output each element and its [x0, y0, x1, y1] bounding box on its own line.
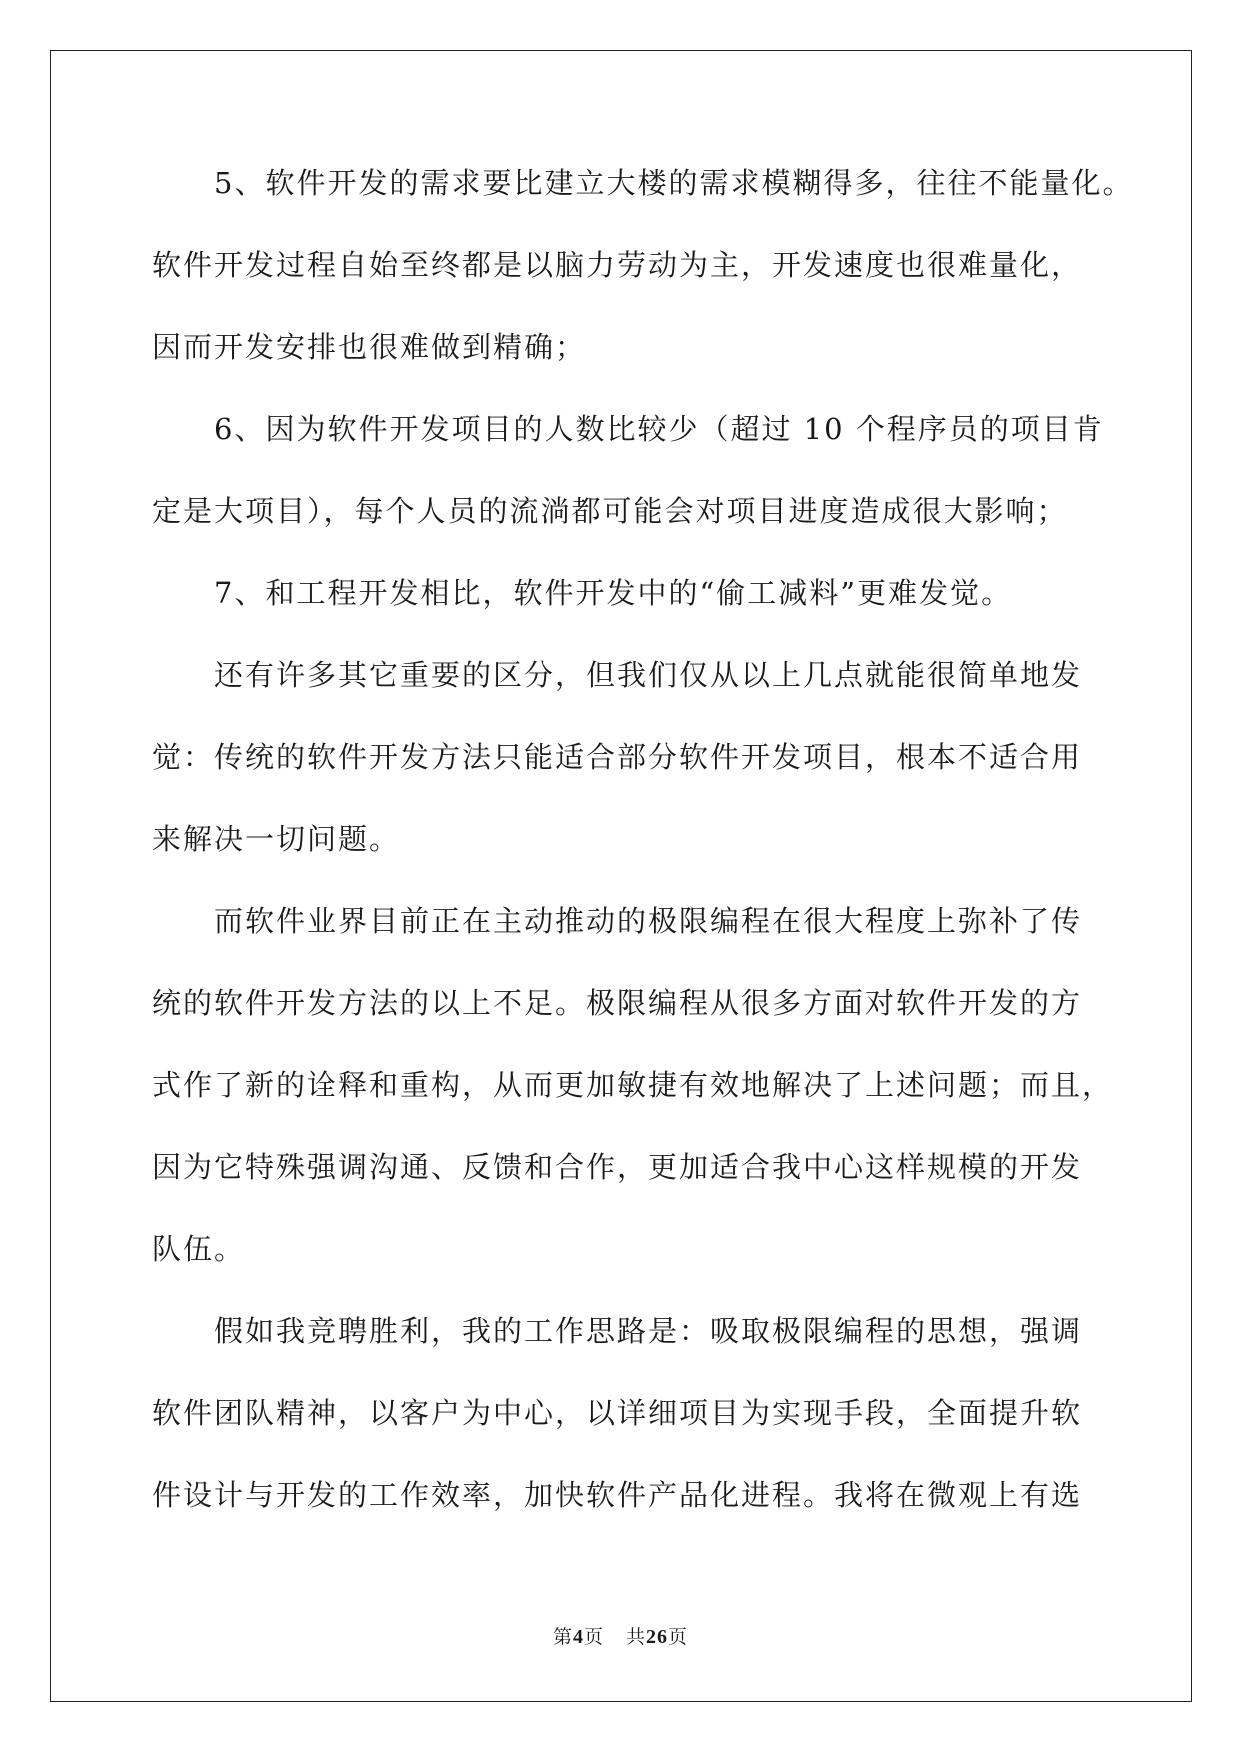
- paragraph-line: 来解决一切问题。: [152, 822, 401, 856]
- page-label-prefix: 第: [552, 1626, 573, 1648]
- paragraph-line: 6、因为软件开发项目的人数比较少（超过 10 个程序员的项目肯: [214, 412, 1104, 446]
- paragraph-line: 式作了新的诠释和重构，从而更加敏捷有效地解决了上述问题；而且，: [152, 1068, 1114, 1102]
- paragraph-line: 假如我竞聘胜利，我的工作思路是：吸取极限编程的思想，强调: [214, 1314, 1083, 1348]
- paragraph-line: 觉：传统的软件开发方法只能适合部分软件开发项目，根本不适合用: [152, 740, 1083, 774]
- paragraph-line: 因而开发安排也很难做到精确；: [152, 330, 587, 364]
- paragraph-line: 还有许多其它重要的区分，但我们仅从以上几点就能很简单地发: [214, 658, 1083, 692]
- paragraph-line: 软件团队精神，以客户为中心，以详细项目为实现手段，全面提升软: [152, 1396, 1083, 1430]
- total-pages: 26: [646, 1626, 669, 1648]
- page-number: 4: [572, 1626, 584, 1648]
- paragraph-line: 因为它特殊强调沟通、反馈和合作，更加适合我中心这样规模的开发: [152, 1150, 1083, 1184]
- paragraph-line: 软件开发过程自始至终都是以脑力劳动为主，开发速度也很难量化，: [152, 248, 1083, 282]
- paragraph-line: 队伍。: [152, 1232, 246, 1266]
- total-label-suffix: 页: [668, 1626, 689, 1648]
- paragraph-line: 件设计与开发的工作效率，加快软件产品化进程。我将在微观上有选: [152, 1478, 1083, 1512]
- document-body: [152, 165, 1134, 1559]
- paragraph-line: 定是大项目），每个人员的流淌都可能会对项目进度造成很大影响；: [152, 494, 1068, 528]
- paragraph-line: 而软件业界目前正在主动推动的极限编程在很大程度上弥补了传: [214, 904, 1083, 938]
- paragraph-line: 统的软件开发方法的以上不足。极限编程从很多方面对软件开发的方: [152, 986, 1083, 1020]
- page-footer: [0, 1622, 1241, 1649]
- paragraph-line: 7、和工程开发相比，软件开发中的“偷工减料”更难发觉。: [214, 576, 1013, 610]
- paragraph-line: 5、软件开发的需求要比建立大楼的需求模糊得多，往往不能量化。: [214, 166, 1134, 200]
- page-label-suffix: 页: [583, 1626, 604, 1648]
- total-label-prefix: 共: [626, 1626, 647, 1648]
